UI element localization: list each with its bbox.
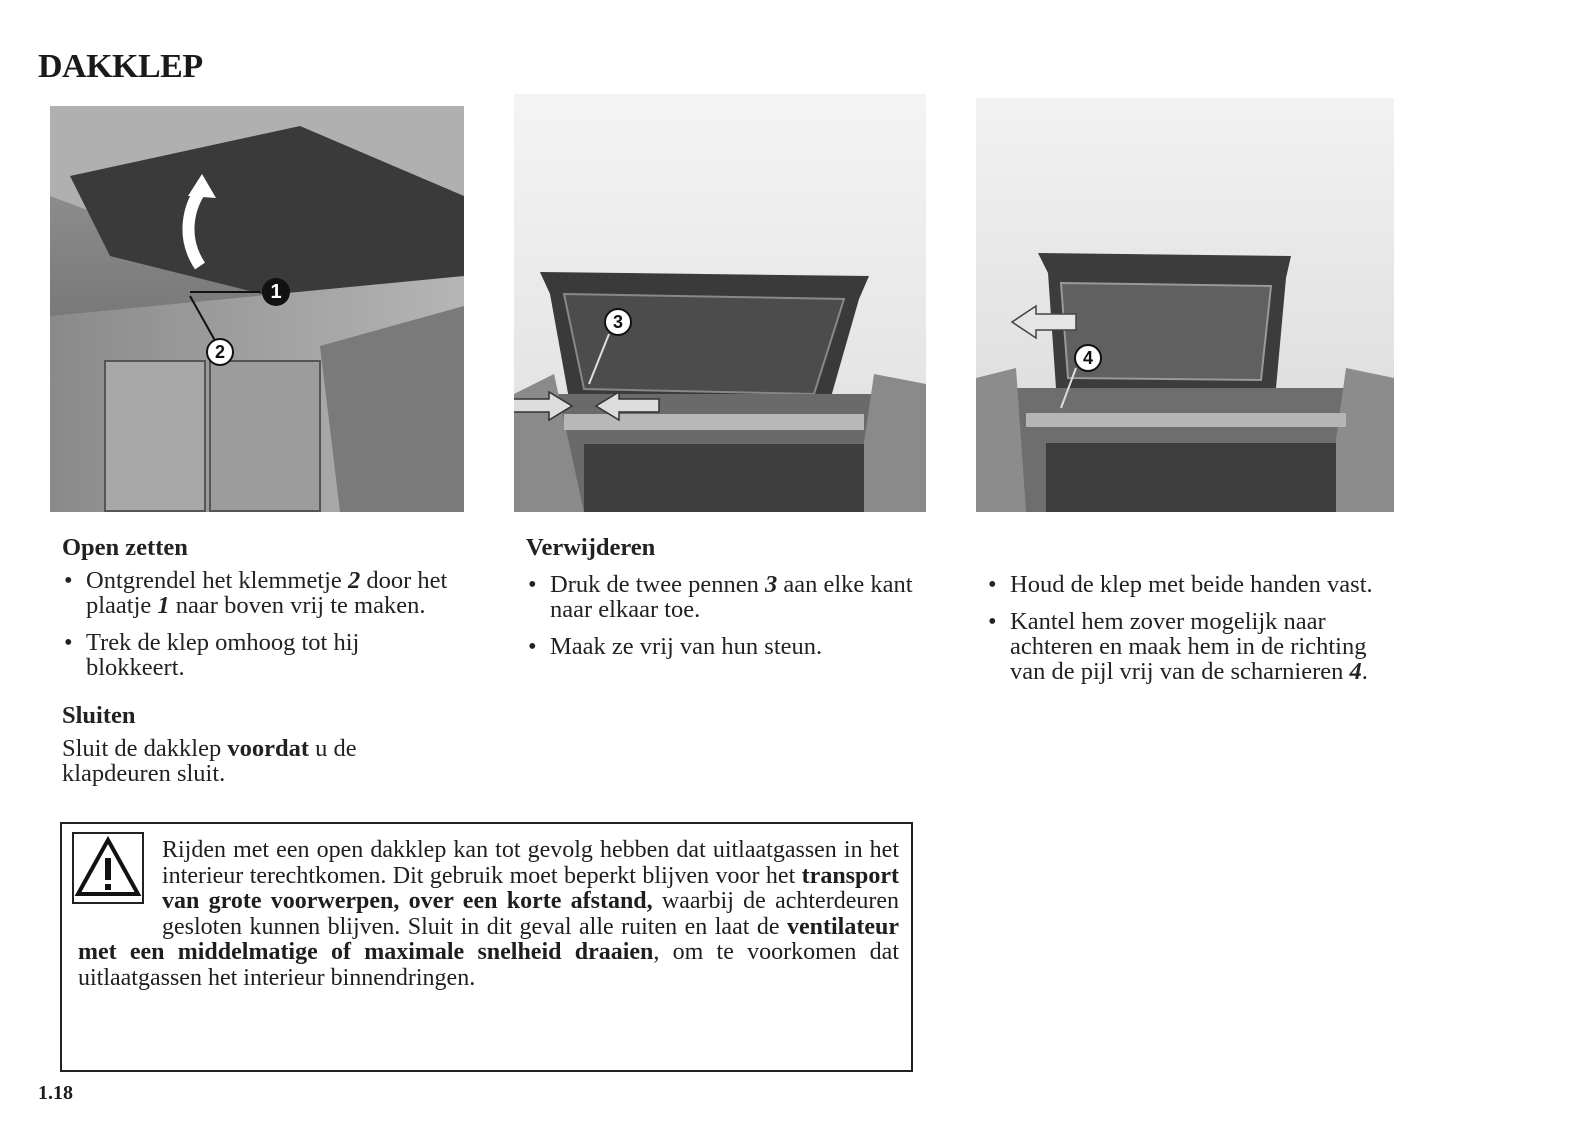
callout-3: 3 [604, 308, 632, 336]
remove-step-1: • Druk de twee pennen 3 aan elke kant naar elkaar toe. [526, 572, 926, 622]
warning-box [60, 822, 913, 1072]
page-number: 1.18 [38, 1082, 73, 1104]
heading-close: Sluiten [62, 702, 136, 729]
close-text: Sluit de dakklep voordat u de klapdeuren sluit. [62, 735, 357, 787]
callout-1: 1 [262, 278, 290, 306]
callout-4: 4 [1074, 344, 1102, 372]
warning-text: Rijden met een open dakklep kan tot gevolg hebben dat uitlaatgassen in het interieur terechtkomen. Dit gebruik moet beperkt blijven voor het transport van grote voorwerpen, over een korte afstand, waarbij de achterdeuren gesloten kunnen blijven. Sluit in dit geval alle ruiten en laat de ventilateur met een middelmatige of maximale snelheid draaien, om te voorkomen dat uitlaatgassen het interieur binnendringen. [78, 837, 899, 991]
figure-roof-flap-pins [514, 94, 926, 512]
section-remove [526, 534, 926, 671]
open-step-1: • Ontgrendel het klemmetje 2 door het plaatje 1 naar boven vrij te maken. [62, 568, 464, 618]
section-hold [986, 572, 1390, 696]
rear-roof-photo-illustration [514, 94, 926, 512]
hold-step-1: • Houd de klep met beide handen vast. [986, 572, 1390, 597]
page-title: DAKKLEP [38, 48, 203, 85]
hold-step-2: • Kantel hem zover mogelijk naar achteren en maak hem in de richting van de pijl vrij van de scharnieren 4. [986, 609, 1390, 684]
remove-step-2: • Maak ze vrij van hun steun. [526, 634, 926, 659]
figure-roof-flap-hinges [976, 98, 1394, 512]
figure-roof-flap-clip [50, 106, 464, 512]
heading-remove: Verwijderen [526, 534, 656, 561]
open-step-2: • Trek de klep omhoog tot hij blokkeert. [62, 630, 464, 680]
hinge-photo-illustration [976, 98, 1394, 512]
interior-photo-illustration [50, 106, 464, 512]
section-open [62, 534, 464, 786]
heading-open: Open zetten [62, 534, 188, 561]
callout-2: 2 [206, 338, 234, 366]
